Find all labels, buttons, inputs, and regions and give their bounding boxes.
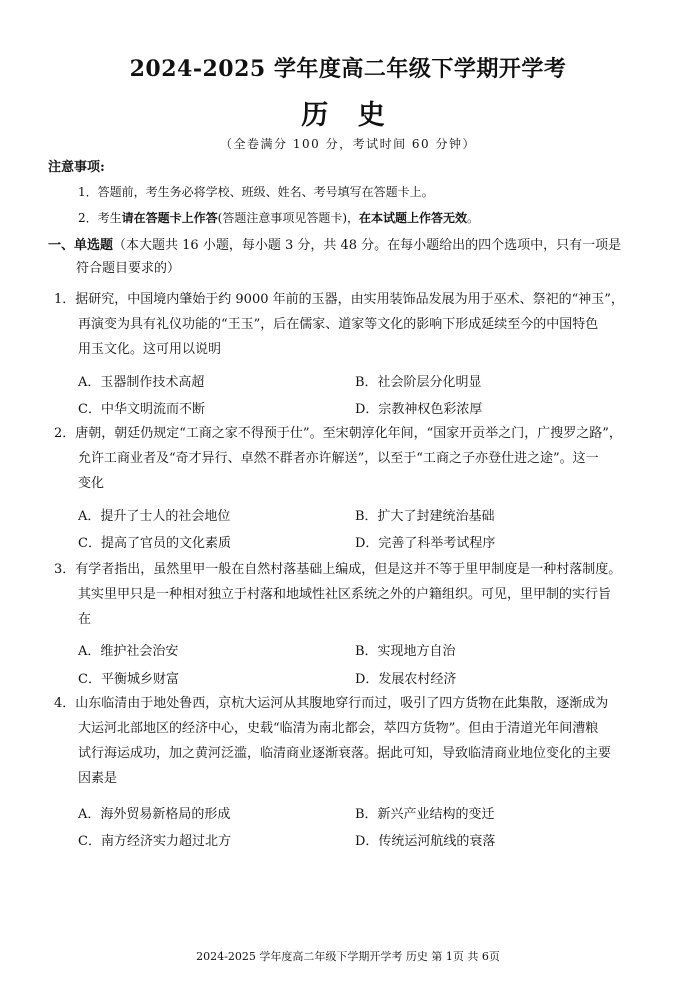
exam-title: 2024-2025 学年度高二年级下学期开学考 xyxy=(129,56,567,82)
question-stem: 大运河北部地区的经济中心，史载“临清为南北都会，萃四方货物”。但由于清道光年间漕粮 xyxy=(78,721,599,736)
question-stem: 其实里甲只是一种相对独立于村落和地域性社区系统之外的户籍组织。可见，里甲制的实行旨 xyxy=(78,587,612,602)
option-b: B．社会阶层分化明显 xyxy=(355,375,482,390)
question-stem: 再演变为具有礼仪功能的“王玉”，后在儒家、道家等文化的影响下形成延续至今的中国特色 xyxy=(78,317,599,332)
option-c: C．南方经济实力超过北方 xyxy=(78,834,231,849)
section-label: 一、单选题 xyxy=(48,238,114,253)
section-desc: （本大题共 16 小题，每小题 3 分，共 48 分。在每小题给出的四个选项中，只有一项是 xyxy=(113,238,622,253)
question-3 xyxy=(54,557,654,632)
option-a: A．海外贸易新格局的形成 xyxy=(78,807,231,822)
notice-heading: 注意事项: xyxy=(48,160,105,175)
question-stem: 因素是 xyxy=(78,771,118,786)
option-d: D．宗教神权色彩浓厚 xyxy=(355,402,483,417)
question-stem: 2．唐朝，朝廷仍规定“工商之家不得预于仕”。至宋朝淳化年间，“国家开贡举之门，广搜罗之路”， xyxy=(54,426,622,441)
question-stem: 变化 xyxy=(78,476,105,491)
question-2 xyxy=(54,421,654,496)
option-c: C．提高了官员的文化素质 xyxy=(78,536,231,551)
section-header xyxy=(48,234,648,280)
question-stem: 用玉文化。这可用以说明 xyxy=(78,342,222,357)
question-stem: 3．有学者指出，虽然里甲一般在自然村落基础上编成，但是这并不等于里甲制度是一种村落制度。 xyxy=(54,562,622,577)
question-stem: 试行海运成功，加之黄河泛滥，临清商业逐渐衰落。据此可知，导致临清商业地位变化的主要 xyxy=(78,746,612,761)
option-a: A．提升了士人的社会地位 xyxy=(78,509,231,524)
question-stem: 1．据研究，中国境内肇始于约 9000 年前的玉器，由实用装饰品发展为用于巫术、祭祀的“神玉”， xyxy=(54,292,624,307)
notice-item-1: 1．答题前，考生务必将学校、班级、姓名、考号填写在答题卡上。 xyxy=(78,185,434,199)
question-stem: 允许工商业者及“奇才异行、卓然不群者亦许解送”，以至于“工商之子亦登仕进之途”。这一 xyxy=(78,451,599,466)
section-desc-cont: 符合题目要求的） xyxy=(76,261,181,276)
question-1 xyxy=(54,287,654,362)
option-c: C．平衡城乡财富 xyxy=(78,672,179,687)
option-a: A．维护社会治安 xyxy=(78,644,179,659)
exam-info: （全卷满分 100 分，考试时间 60 分钟） xyxy=(220,137,476,151)
option-d: D．传统运河航线的衰落 xyxy=(355,834,496,849)
notice-item-2: 2．考生请在答题卡上作答(答题注意事项见答题卡)，在本试题上作答无效。 xyxy=(78,211,480,225)
option-b: B．实现地方自治 xyxy=(355,644,456,659)
option-b: B．新兴产业结构的变迁 xyxy=(355,807,495,822)
option-d: D．发展农村经济 xyxy=(355,672,457,687)
option-d: D．完善了科举考试程序 xyxy=(355,536,496,551)
page-footer: 2024-2025 学年度高二年级下学期开学考 历史 第 1页 共 6页 xyxy=(196,950,500,963)
option-c: C．中华文明流而不断 xyxy=(78,402,205,417)
question-stem: 在 xyxy=(78,612,92,627)
subject-title: 历 史 xyxy=(301,100,395,131)
question-stem: 4．山东临清由于地处鲁西，京杭大运河从其腹地穿行而过，吸引了四方货物在此集散，逐渐成为 xyxy=(54,696,609,711)
question-4 xyxy=(54,691,654,791)
option-b: B．扩大了封建统治基础 xyxy=(355,509,495,524)
option-a: A．玉器制作技术高超 xyxy=(78,375,205,390)
